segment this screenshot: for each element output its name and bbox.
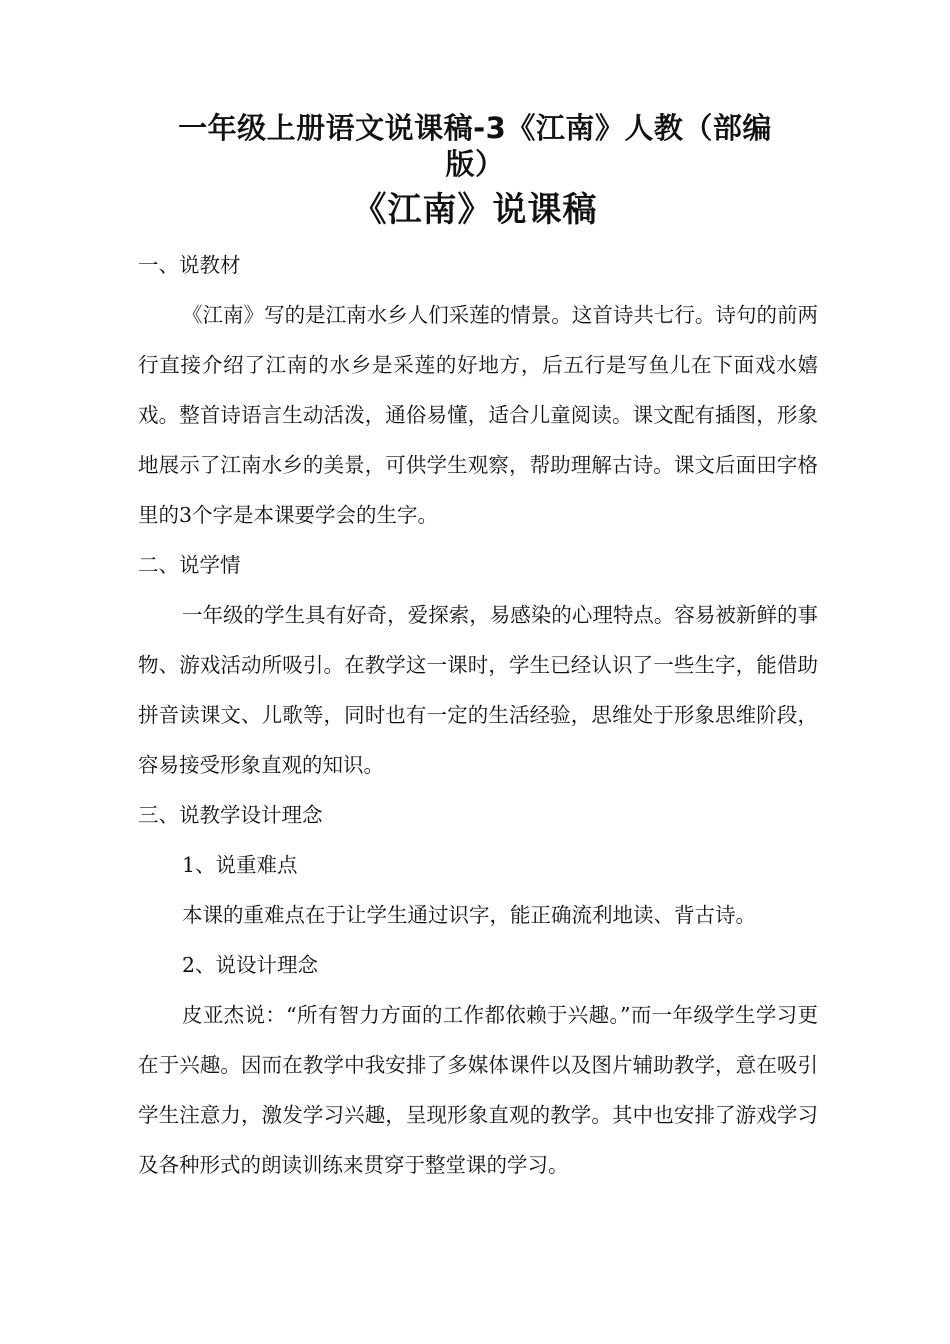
section-heading-textbook: 一、说教材 xyxy=(138,253,241,277)
document-subtitle: 《江南》说课稿 xyxy=(352,190,598,230)
section-paragraph-textbook: 《江南》写的是江南水乡人们采莲的情景。这首诗共七行。诗句的前两行直接介绍了江南的水乡是采莲的好地方，后五行是写鱼儿在下面戏水嬉戏。整首诗语言生动活泼，通俗易懂，适合儿童阅读。课文配有插图，形象地展示了江南水乡的美景，可供学生观察，帮助理解古诗。课文后面田字格里的3个字是本课要学会的生字。 xyxy=(138,303,818,527)
subsection-paragraph-key-points: 本课的重难点在于让学生通过识字，能正确流利地读、背古诗。 xyxy=(182,903,756,927)
subsection-paragraph-design-idea: 皮亚杰说：“所有智力方面的工作都依赖于兴趣。”而一年级学生学习更在于兴趣。因而在教学中我安排了多媒体课件以及图片辅助教学，意在吸引学生注意力，激发学习兴趣，呈现形象直观的教学。其中也安排了游戏学习及各种形式的朗读训练来贯穿于整堂课的学习。 xyxy=(138,1003,818,1177)
document-body xyxy=(138,240,818,1190)
subsection-heading-key-points: 1、说重难点 xyxy=(182,853,298,877)
document-title-line1: 一年级上册语文说课稿-3《江南》人教（部编 xyxy=(178,111,772,145)
section-heading-design-concept: 三、说教学设计理念 xyxy=(138,803,323,827)
section-paragraph-learners: 一年级的学生具有好奇，爱探索，易感染的心理特点。容易被新鲜的事物、游戏活动所吸引。在教学这一课时，学生已经认识了一些生字，能借助拼音读课文、儿歌等，同时也有一定的生活经验，思维处于形象思维阶段，容易接受形象直观的知识。 xyxy=(138,603,818,777)
document-title-line2: 版） xyxy=(445,147,505,181)
section-heading-learners: 二、说学情 xyxy=(138,553,241,577)
subsection-heading-design-idea: 2、说设计理念 xyxy=(182,953,319,977)
